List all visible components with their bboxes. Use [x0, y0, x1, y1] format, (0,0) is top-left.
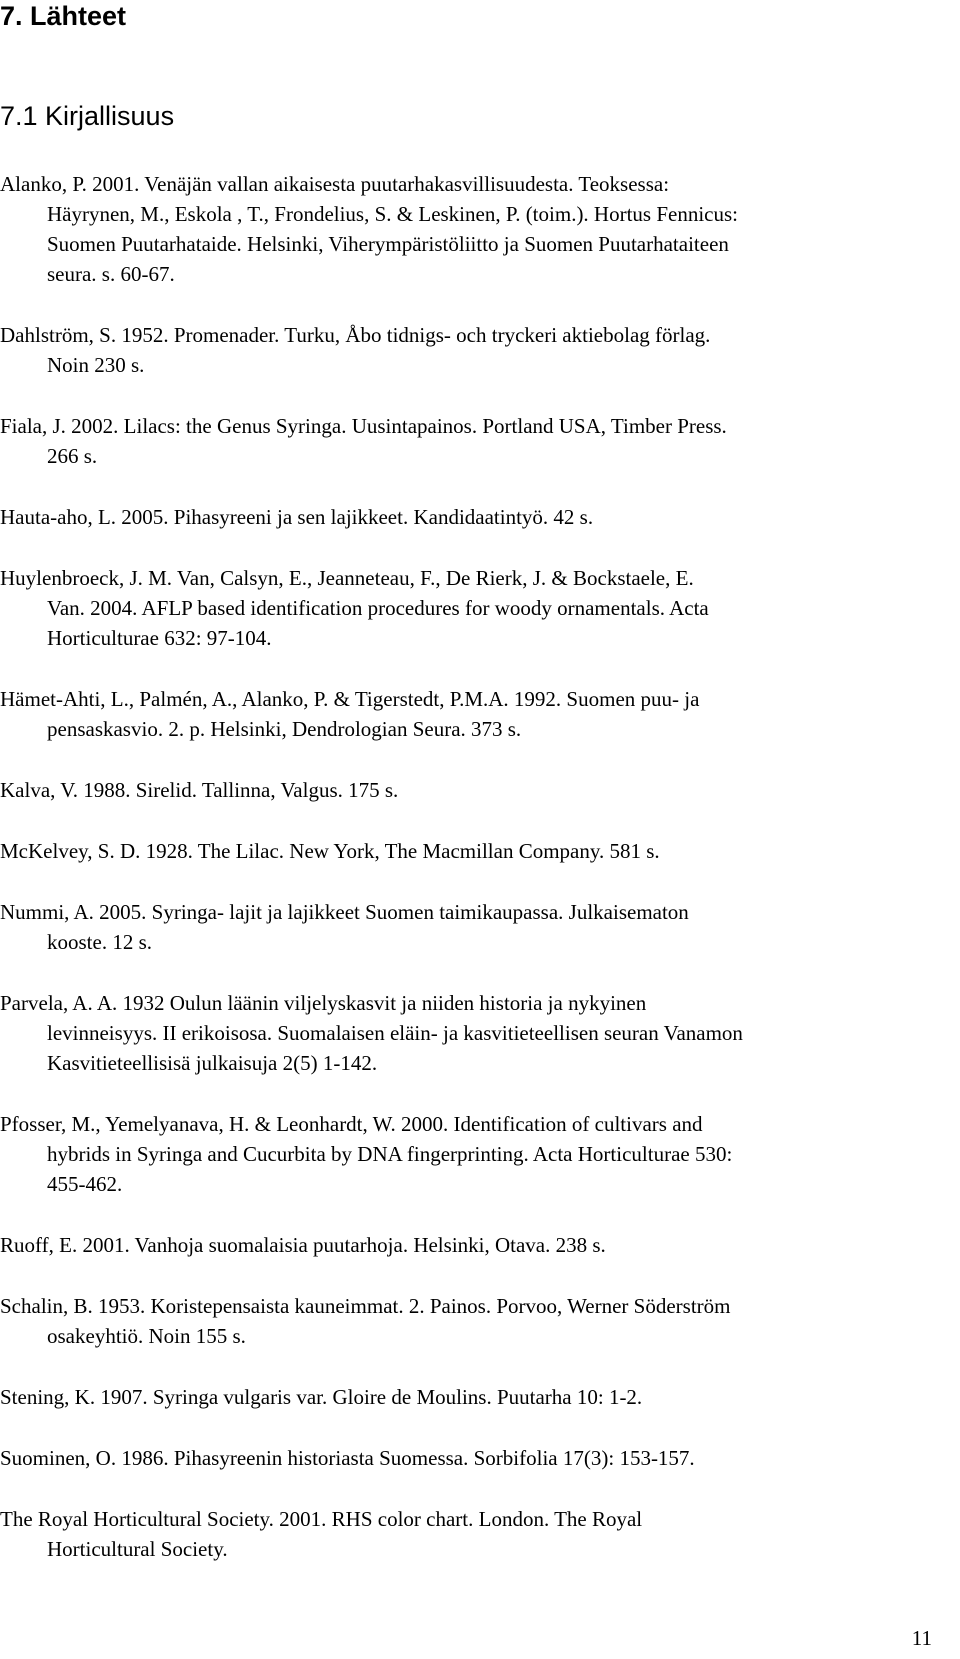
chapter-title: 7. Lähteet	[0, 1, 127, 31]
reference-line: Pfosser, M., Yemelyanava, H. & Leonhardt, W. 2000. Identification of cultivars and	[0, 1112, 703, 1136]
page-number: 11	[911, 1626, 932, 1650]
reference-line: Horticulturae 632: 97-104.	[47, 626, 272, 650]
reference-line: Kalva, V. 1988. Sirelid. Tallinna, Valgus. 175 s.	[0, 778, 399, 802]
reference-line: Huylenbroeck, J. M. Van, Calsyn, E., Jeanneteau, F., De Rierk, J. & Bockstaele, E.	[0, 566, 694, 590]
reference-line: Parvela, A. A. 1932 Oulun läänin viljelyskasvit ja niiden historia ja nykyinen	[0, 991, 647, 1015]
reference-line: Hauta-aho, L. 2005. Pihasyreeni ja sen lajikkeet. Kandidaatintyö. 42 s.	[0, 505, 594, 529]
section-title: 7.1 Kirjallisuus	[0, 101, 175, 131]
reference-entry	[0, 775, 930, 805]
reference-line: Suomen Puutarhataide. Helsinki, Viherympäristöliitto ja Suomen Puutarhataiteen	[47, 232, 729, 256]
reference-line: 266 s.	[47, 444, 98, 468]
reference-line: Noin 230 s.	[47, 353, 145, 377]
reference-entry	[0, 684, 930, 744]
reference-line: Kasvitieteellisisä julkaisuja 2(5) 1-142.	[47, 1051, 378, 1075]
reference-line: Alanko, P. 2001. Venäjän vallan aikaisesta puutarhakasvillisuudesta. Teoksessa:	[0, 172, 670, 196]
reference-entry	[0, 836, 930, 866]
reference-entry	[0, 1230, 930, 1260]
reference-line: pensaskasvio. 2. p. Helsinki, Dendrologian Seura. 373 s.	[47, 717, 522, 741]
reference-line: Stening, K. 1907. Syringa vulgaris var. Gloire de Moulins. Puutarha 10: 1-2.	[0, 1385, 643, 1409]
reference-entry	[0, 169, 930, 289]
reference-line: Dahlström, S. 1952. Promenader. Turku, Åbo tidnigs- och tryckeri aktiebolag förlag.	[0, 323, 711, 347]
reference-entry	[0, 1382, 930, 1412]
reference-line: 455-462.	[47, 1172, 123, 1196]
reference-line: Nummi, A. 2005. Syringa- lajit ja lajikkeet Suomen taimikaupassa. Julkaisematon	[0, 900, 689, 924]
reference-line: Horticultural Society.	[47, 1537, 228, 1561]
reference-line: McKelvey, S. D. 1928. The Lilac. New York, The Macmillan Company. 581 s.	[0, 839, 660, 863]
reference-line: Suominen, O. 1986. Pihasyreenin historiasta Suomessa. Sorbifolia 17(3): 153-157.	[0, 1446, 695, 1470]
reference-line: osakeyhtiö. Noin 155 s.	[47, 1324, 246, 1348]
reference-line: Ruoff, E. 2001. Vanhoja suomalaisia puutarhoja. Helsinki, Otava. 238 s.	[0, 1233, 606, 1257]
reference-entry	[0, 320, 930, 380]
reference-entry	[0, 1291, 930, 1351]
reference-entry	[0, 988, 930, 1078]
reference-line: Fiala, J. 2002. Lilacs: the Genus Syringa. Uusintapainos. Portland USA, Timber Press.	[0, 414, 727, 438]
reference-line: Schalin, B. 1953. Koristepensaista kauneimmat. 2. Painos. Porvoo, Werner Söderström	[0, 1294, 731, 1318]
reference-entry	[0, 897, 930, 957]
reference-entry	[0, 1109, 930, 1199]
reference-line: Hämet-Ahti, L., Palmén, A., Alanko, P. & Tigerstedt, P.M.A. 1992. Suomen puu- ja	[0, 687, 700, 711]
reference-line: Van. 2004. AFLP based identification procedures for woody ornamentals. Acta	[47, 596, 709, 620]
reference-line: hybrids in Syringa and Cucurbita by DNA fingerprinting. Acta Horticulturae 530:	[47, 1142, 733, 1166]
reference-line: seura. s. 60-67.	[47, 262, 175, 286]
reference-line: Häyrynen, M., Eskola , T., Frondelius, S. & Leskinen, P. (toim.). Hortus Fennicus:	[47, 202, 739, 226]
reference-line: levinneisyys. II erikoisosa. Suomalaisen eläin- ja kasvitieteellisen seuran Vanamon	[47, 1021, 743, 1045]
reference-line: The Royal Horticultural Society. 2001. RHS color chart. London. The Royal	[0, 1507, 643, 1531]
reference-entry	[0, 411, 930, 471]
reference-entry	[0, 563, 930, 653]
reference-entry	[0, 502, 930, 532]
reference-entry	[0, 1504, 930, 1564]
reference-entry	[0, 1443, 930, 1473]
reference-list	[0, 169, 930, 1595]
reference-line: kooste. 12 s.	[47, 930, 152, 954]
